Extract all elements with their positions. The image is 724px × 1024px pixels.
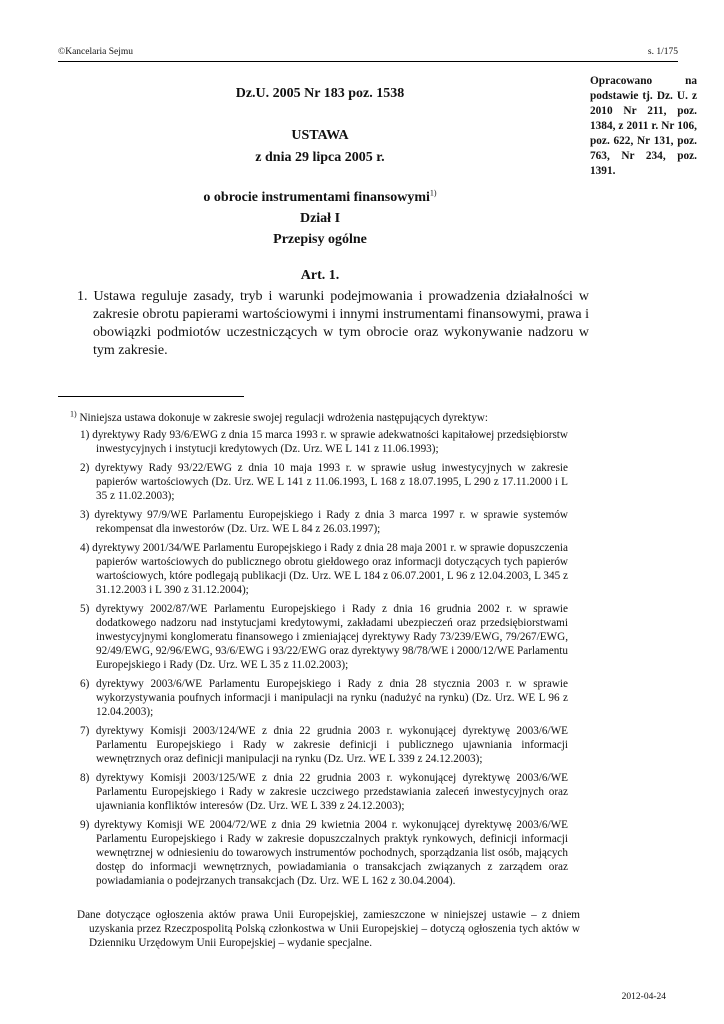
footnote-intro-text: Niniejsza ustawa dokonuje w zakresie swojej regulacji wdrożenia następujących dyrektyw: [79, 412, 488, 424]
footnote-closing: Dane dotyczące ogłoszenia aktów prawa Unii Europejskiej, zamieszczone w niniejszej ustawie – z dniem uzyskania przez Rzeczpospolitą Polską członkostwa w Unii Europejskiej – dotyczą ogłoszenia tych aktów w Dzienniku Urzędowym Unii Europejskiej – wydanie specjalne. [77, 909, 580, 949]
page-number: s. 1/175 [647, 47, 678, 57]
footnote-reference[interactable]: 1) [429, 188, 437, 198]
consolidation-note: Opracowano na podstawie tj. Dz. U. z 2010 Nr 211, poz. 1384, z 2011 r. Nr 106, poz. 622, Nr 131, poz. 763, Nr 234, poz. 1391. [590, 75, 697, 177]
directive-item: 9) dyrektywy Komisji WE 2004/72/WE z dnia 29 kwietnia 2004 r. wykonującej dyrektywę 2003/6/WE Parlamentu Europejskiego i Rady w zakresie dopuszczalnych praktyk rynkowych, definicji informacji wewnętrznej w odniesieniu do towarowych instrumentów pochodnych, sporządzania list osób, mających dostęp do informacji wewnętrznych, powiadamiania o transakcjach związanych z zarządem oraz powiadamiania o podejrzanych transakcjach (Dz. Urz. WE L 162 z 30.04.2004). [80, 819, 568, 887]
act-date: z dnia 29 lipca 2005 r. [255, 150, 385, 165]
division-title: Przepisy ogólne [273, 232, 367, 247]
publisher-label: ©Kancelaria Sejmu [58, 47, 134, 57]
footnote-separator [58, 396, 244, 397]
directive-item: 8) dyrektywy Komisji 2003/125/WE z dnia 22 grudnia 2003 r. wykonującej dyrektywę 2003/6/WE Parlamentu Europejskiego i Rady w zakresie uczciwego przedstawiania zaleceń inwestycyjnych oraz ujawniania konfliktów interesów (Dz. Urz. WE L 339 z 24.12.2003); [80, 772, 568, 812]
act-title-text: o obrocie instrumentami finansowymi [203, 190, 430, 205]
division-heading: Dział I [299, 211, 341, 226]
page-header [58, 47, 678, 62]
article-heading: Art. 1. [300, 268, 340, 283]
footnote-intro [70, 411, 680, 425]
act-type: USTAWA [291, 128, 349, 143]
directive-item: 6) dyrektywy 2003/6/WE Parlamentu Europejskiego i Rady z dnia 28 stycznia 2003 r. w sprawie wykorzystywania poufnych informacji i manipulacji na rynku (nadużyć na rynku) (Dz. Urz. WE L 96 z 12.04.2003); [80, 678, 568, 718]
directive-item: 5) dyrektywy 2002/87/WE Parlamentu Europejskiego i Rady z dnia 16 grudnia 2002 r. w sprawie dodatkowego nadzoru nad instytucjami kredytowymi, zakładami ubezpieczeń oraz przedsiębiorstwami inwestycyjnymi konglomeratu finansowego i zmieniającej dyrektywy Rady 73/239/EWG, 79/267/EWG, 92/49/EWG, 92/96/EWG, 93/6/EWG i 93/22/EWG oraz dyrektywy 98/78/WE i 2000/12/WE Parlamentu Europejskiego i Rady (Dz. Urz. WE L 35 z 11.02.2003); [80, 603, 568, 671]
article-paragraph: 1. Ustawa reguluje zasady, tryb i warunki podejmowania i prowadzenia działalności w zakresie obrotu papierami wartościowymi i innymi instrumentami finansowymi, prawa i obowiązki podmiotów uczestniczących w tym obrocie oraz wykonywanie nadzoru w tym zakresie. [77, 289, 589, 358]
directive-item: 3) dyrektywy 97/9/WE Parlamentu Europejskiego i Rady z dnia 3 marca 1997 r. w sprawie systemów rekompensat dla inwestorów (Dz. Urz. WE L 84 z 26.03.1997); [80, 509, 568, 535]
footnote-mark: 1) [70, 409, 77, 419]
directive-item: 7) dyrektywy Komisji 2003/124/WE z dnia 22 grudnia 2003 r. wykonującej dyrektywę 2003/6/WE Parlamentu Europejskiego i Rady w zakresie definicji i publicznego ujawniania informacji wewnętrznych oraz definicji manipulacji na rynku (Dz. Urz. WE L 339 z 24.12.2003); [80, 725, 568, 765]
directive-list [80, 428, 568, 893]
directive-item: 1) dyrektywy Rady 93/6/EWG z dnia 15 marca 1993 r. w sprawie adekwatności kapitałowej przedsiębiorstw inwestycyjnych i instytucji kredytowych (Dz. Urz. WE L 141 z 11.06.1993); [80, 429, 568, 455]
act-title [58, 190, 582, 206]
journal-citation: Dz.U. 2005 Nr 183 poz. 1538 [235, 86, 405, 101]
directive-item: 4) dyrektywy 2001/34/WE Parlamentu Europejskiego i Rady z dnia 28 maja 2001 r. w sprawie dopuszczenia papierów wartościowych do publicznego obrotu giełdowego oraz informacji dotyczących tych papierów wartościowych, które podlegają publikacji (Dz. Urz. WE L 184 z 06.07.2001, L 96 z 12.04.2003, L 345 z 31.12.2003 i L 390 z 31.12.2004); [80, 542, 568, 596]
directive-item: 2) dyrektywy Rady 93/22/EWG z dnia 10 maja 1993 r. w sprawie usług inwestycyjnych w zakresie papierów wartościowych (Dz. Urz. WE L 141 z 11.06.1993, L 168 z 18.07.1995, L 290 z 17.11.2000 i L 35 z 11.02.2003); [80, 462, 568, 502]
footer-date: 2012-04-24 [621, 992, 666, 1002]
